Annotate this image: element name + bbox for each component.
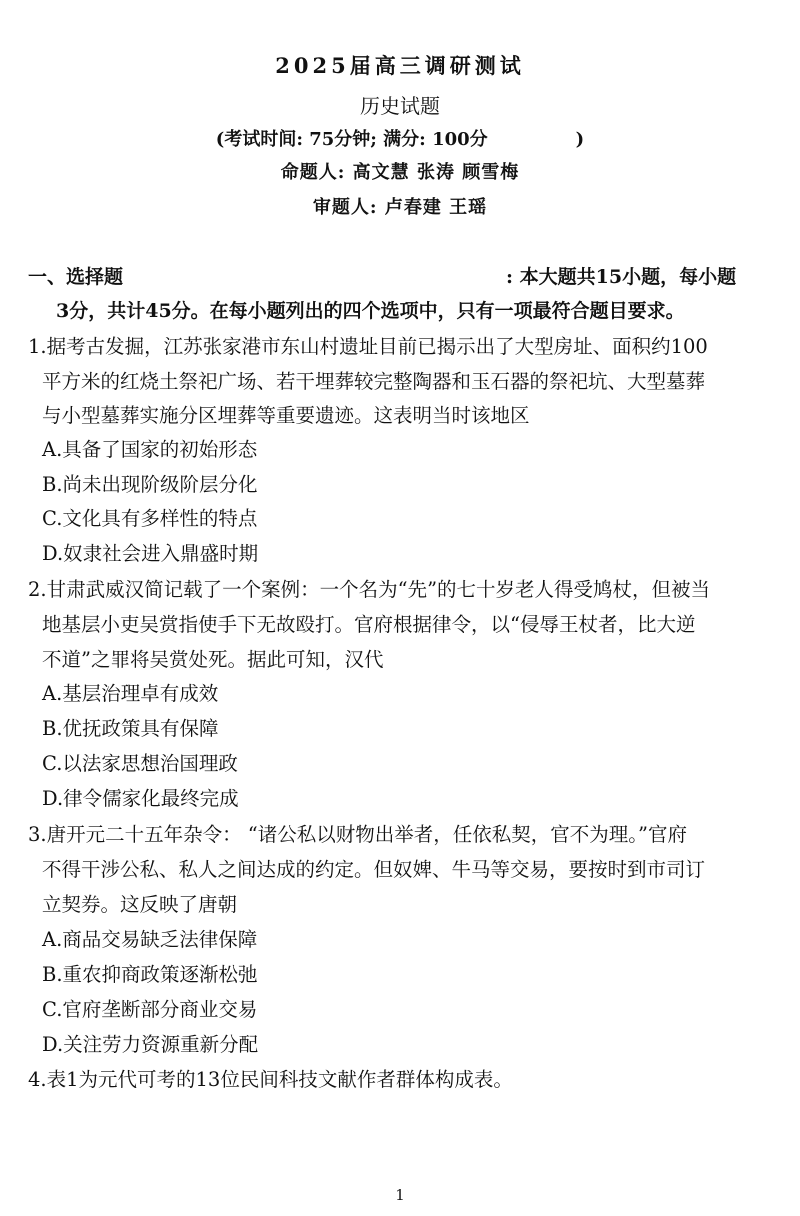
exam-title: 2025届高三调研测试 bbox=[275, 53, 525, 78]
question-1-option-a: A.具备了国家的初始形态 bbox=[42, 438, 258, 461]
exam-authors: 命题人: 高文慧 张涛 顾雪梅 bbox=[280, 162, 520, 183]
question-3-line-1: 3.唐开元二十五年杂令： “诸公私以财物出举者，任依私契，官不为理。”官府 bbox=[28, 823, 687, 846]
section-desc-line2: 3分，共计45分。在每小题列出的四个选项中，只有一项最符合题目要求。 bbox=[56, 300, 685, 322]
question-3-line-2: 不得干涉公私、私人之间达成的约定。但奴婢、牛马等交易，要按时到市司订 bbox=[42, 858, 706, 881]
question-1-line-3: 与小型墓葬实施分区埋葬等重要遗迹。这表明当时该地区 bbox=[42, 404, 530, 427]
question-3-option-c: C.官府垄断部分商业交易 bbox=[42, 998, 258, 1021]
question-4-line-1: 4.表1为元代可考的13位民间科技文献作者群体构成表。 bbox=[28, 1068, 513, 1091]
exam-reviewers: 审题人: 卢春建 王瑶 bbox=[312, 197, 488, 218]
question-2-option-a: A.基层治理卓有成效 bbox=[42, 682, 219, 705]
question-1-line-1: 1.据考古发掘，江苏张家港市东山村遗址目前已揭示出了大型房址、面积约100 bbox=[28, 335, 708, 358]
question-2-option-b: B.优抚政策具有保障 bbox=[42, 717, 219, 740]
question-2-option-c: C.以法家思想治国理政 bbox=[42, 752, 238, 775]
question-1-option-d: D.奴隶社会进入鼎盛时期 bbox=[42, 542, 259, 565]
question-1-option-c: C.文化具有多样性的特点 bbox=[42, 507, 258, 530]
question-3-option-b: B.重农抑商政策逐渐松弛 bbox=[42, 963, 258, 986]
section-desc-right: : 本大题共15小题，每小题 bbox=[506, 266, 737, 288]
question-3-option-d: D.关注劳力资源重新分配 bbox=[42, 1033, 259, 1056]
section-title: 一、选择题 bbox=[28, 266, 124, 288]
question-2-line-2: 地基层小吏吴赏指使手下无故殴打。官府根据律令，以“侵辱王杖者，比大逆 bbox=[42, 613, 696, 636]
question-1-line-2: 平方米的红烧土祭祀广场、若干埋葬较完整陶器和玉石器的祭祀坑、大型墓葬 bbox=[42, 370, 706, 393]
question-3-option-a: A.商品交易缺乏法律保障 bbox=[42, 928, 258, 951]
page-number: 1 bbox=[395, 1186, 405, 1204]
exam-subject: 历史试题 bbox=[360, 94, 440, 118]
exam-time-right: ) bbox=[575, 129, 585, 150]
question-1-option-b: B.尚未出现阶级阶层分化 bbox=[42, 473, 258, 496]
question-2-line-1: 2.甘肃武威汉简记载了一个案例：一个名为“先”的七十岁老人得受鸠杖，但被当 bbox=[28, 578, 711, 601]
exam-time-left: (考试时间: 75分钟; 满分: 100分 bbox=[215, 129, 488, 150]
section-heading bbox=[28, 262, 768, 289]
exam-time-info bbox=[0, 125, 800, 151]
question-3-line-3: 立契券。这反映了唐朝 bbox=[42, 893, 238, 916]
question-2-line-3: 不道”之罪将吴赏处死。据此可知，汉代 bbox=[42, 648, 384, 671]
question-2-option-d: D.律令儒家化最终完成 bbox=[42, 787, 239, 810]
